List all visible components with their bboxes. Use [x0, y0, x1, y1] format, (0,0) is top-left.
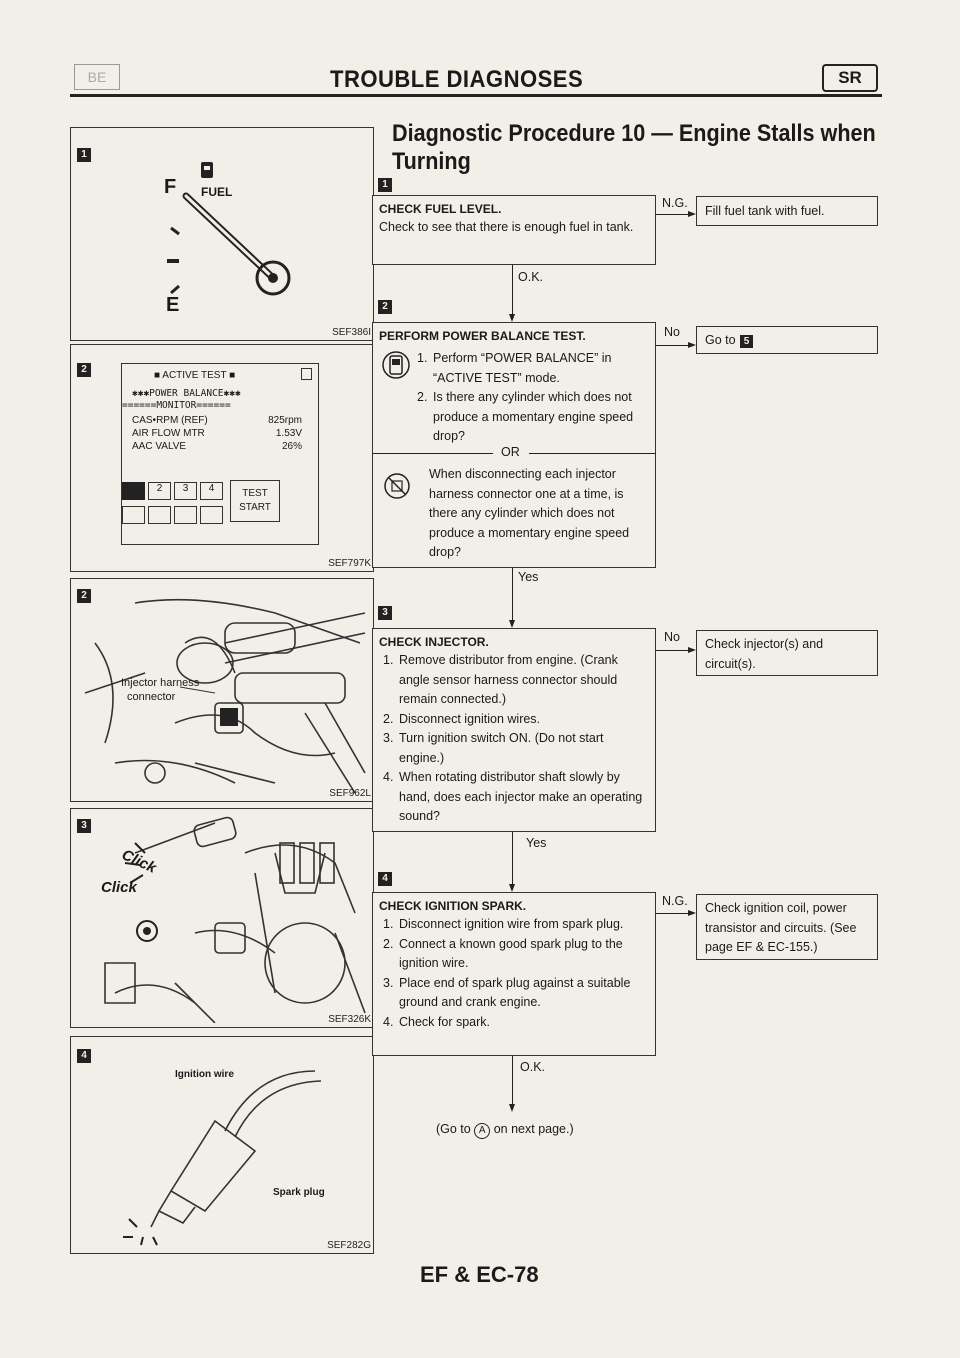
header-rule — [70, 94, 882, 97]
screen-corner-box — [301, 368, 312, 380]
step-3-item: 4. When rotating distributor shaft slowly by hand, does each injector make an operating sound? — [383, 770, 643, 823]
step-3-next-label: Yes — [526, 836, 547, 850]
figure-ref: SEF386I — [332, 327, 371, 338]
step-2-box — [372, 322, 656, 568]
step-2-branch-text: Go to — [705, 333, 736, 347]
engine-illustration — [75, 583, 369, 795]
step-4-branch-box — [696, 894, 878, 960]
step-1-branch-text: Fill fuel tank with fuel. — [705, 204, 825, 218]
step-4-item: 3. Place end of spark plug against a suitable ground and crank engine. — [383, 975, 631, 1009]
fuel-gauge-illustration — [151, 158, 351, 328]
step-badge: 3 — [77, 819, 91, 833]
step-1-box — [372, 195, 656, 265]
cyl-3-button[interactable]: 3 — [174, 482, 197, 500]
arrow — [688, 211, 696, 217]
step-3-branch-text: Check injector(s) and circuit(s). — [705, 637, 824, 671]
step-4-badge: 4 — [378, 872, 392, 886]
or-label: OR — [501, 445, 520, 459]
step-4-box — [372, 892, 656, 1056]
step-badge: 1 — [77, 148, 91, 162]
consult-screen — [121, 363, 319, 545]
figure-ref: SEF797K — [328, 558, 371, 569]
step-3-branch-box — [696, 630, 878, 676]
step-2-next-label: Yes — [518, 570, 539, 584]
screen-cyl-row — [122, 482, 223, 500]
connector — [656, 345, 688, 346]
arrow — [509, 884, 515, 892]
figure-ref: SEF282G — [327, 1240, 371, 1251]
screen-rows: CAS•RPM (REF) 825rpm AIR FLOW MTR 1.53V AAC VALVE 26% — [132, 415, 302, 452]
test-start-button[interactable]: TEST START — [230, 480, 280, 522]
no-tools-icon — [383, 471, 411, 501]
cyl-4-button[interactable]: 4 — [200, 482, 223, 500]
step-3-list — [379, 651, 649, 827]
step-2-branch-target[interactable]: 5 — [740, 335, 753, 348]
screen-blank-row — [122, 506, 223, 524]
step-4-item: 4. Check for spark. — [383, 1014, 491, 1029]
step-2-item: 2. Is there any cylinder which does not produce a momentary engine speed drop? — [417, 390, 634, 443]
arrow — [688, 647, 696, 653]
spark-plug-label: Spark plug — [273, 1187, 325, 1198]
arrow — [509, 314, 515, 322]
step-3-title: CHECK INJECTOR. — [379, 635, 489, 649]
section-badge: SR — [822, 64, 878, 92]
screen-monitor: ======MONITOR====== — [122, 400, 231, 411]
connector — [656, 650, 688, 651]
screen-header: ■ ACTIVE TEST ■ — [154, 370, 236, 381]
click-label-2: Click — [101, 879, 137, 896]
step-3-item: 3. Turn ignition switch ON. (Do not start engine.) — [383, 731, 604, 765]
connector — [512, 1056, 513, 1108]
consult-tester-icon — [381, 347, 411, 383]
callout-connector: connector — [127, 691, 176, 703]
figure-distributor — [70, 808, 374, 1028]
arrow — [509, 1104, 515, 1112]
step-3-item: 2. Disconnect ignition wires. — [383, 711, 541, 726]
figure-fuel-gauge — [70, 127, 374, 341]
connector — [656, 214, 688, 215]
callout-injector-harness: Injector harness — [121, 677, 200, 689]
step-badge: 2 — [77, 363, 91, 377]
step-3-item: 1. Remove distributor from engine. (Crank angle sensor harness connector should remain connected.) — [383, 653, 618, 706]
step-4-title: CHECK IGNITION SPARK. — [379, 899, 527, 913]
figure-consult-screen — [70, 344, 374, 572]
figure-ref: SEF962L — [329, 788, 371, 799]
ignition-wire-label: Ignition wire — [175, 1069, 234, 1080]
step-2-list — [413, 349, 649, 447]
step-4-item: 2. Connect a known good spark plug to the ignition wire. — [383, 936, 623, 970]
step-1-branch-label: N.G. — [662, 196, 688, 210]
gauge-fuel-label: FUEL — [201, 185, 233, 199]
step-2-item: 1. Perform “POWER BALANCE” in “ACTIVE TEST” mode. — [417, 351, 612, 385]
step-2-title: PERFORM POWER BALANCE TEST. — [379, 329, 586, 343]
gauge-full-label: F — [164, 176, 177, 198]
step-4-next-label: O.K. — [520, 1060, 546, 1074]
step-2-branch-label: No — [664, 325, 680, 339]
step-2-branch-box — [696, 326, 878, 354]
step-2-badge: 2 — [378, 300, 392, 314]
screen-subtitle: ✱✱✱POWER BALANCE✱✱✱ — [132, 388, 241, 399]
cyl-1-button[interactable]: 1 — [122, 482, 145, 500]
or-rule-right — [529, 453, 655, 454]
step-1-branch-box — [696, 196, 878, 226]
step-4-list — [379, 915, 649, 1032]
gauge-empty-label: E — [166, 294, 180, 316]
figure-injector-harness — [70, 578, 374, 802]
page-header-title: TROUBLE DIAGNOSES — [330, 66, 584, 93]
step-2-alt-text: When disconnecting each injector harness connector one at a time, is there any cylinder which does not produce a momentary engine speed drop? — [429, 467, 630, 559]
figure-ref: SEF326K — [328, 1014, 371, 1025]
or-rule-left — [373, 453, 493, 454]
step-4-item: 1. Disconnect ignition wire from spark plug. — [383, 917, 624, 931]
step-4-branch-text: Check ignition coil, power transistor and circuits. (See page EF & EC-155.) — [705, 901, 857, 954]
connector — [512, 265, 513, 318]
step-1-title: CHECK FUEL LEVEL. — [379, 202, 502, 216]
step-3-box — [372, 628, 656, 832]
click-label-1: Click — [119, 846, 159, 877]
step-badge: 4 — [77, 1049, 91, 1063]
goto-target-circle[interactable]: A — [474, 1123, 490, 1139]
arrow — [688, 342, 696, 348]
cyl-2-button[interactable]: 2 — [148, 482, 171, 500]
connector — [512, 832, 513, 888]
step-4-branch-label: N.G. — [662, 894, 688, 908]
procedure-title: Diagnostic Procedure 10 — Engine Stalls when Turning — [392, 120, 876, 175]
arrow — [509, 620, 515, 628]
distributor-illustration — [75, 813, 369, 1023]
page-number: EF & EC-78 — [420, 1262, 539, 1287]
figure-spark-plug — [70, 1036, 374, 1254]
section-tab: BE — [74, 64, 120, 90]
step-3-badge: 3 — [378, 606, 392, 620]
step-1-text: Check to see that there is enough fuel in tank. — [379, 220, 634, 234]
arrow — [688, 910, 696, 916]
step-1-badge: 1 — [378, 178, 392, 192]
goto-next-page: (Go to A on next page.) — [436, 1120, 574, 1140]
step-1-next-label: O.K. — [518, 270, 544, 284]
connector — [656, 913, 688, 914]
step-badge: 2 — [77, 589, 91, 603]
step-3-branch-label: No — [664, 630, 680, 644]
connector — [512, 568, 513, 624]
